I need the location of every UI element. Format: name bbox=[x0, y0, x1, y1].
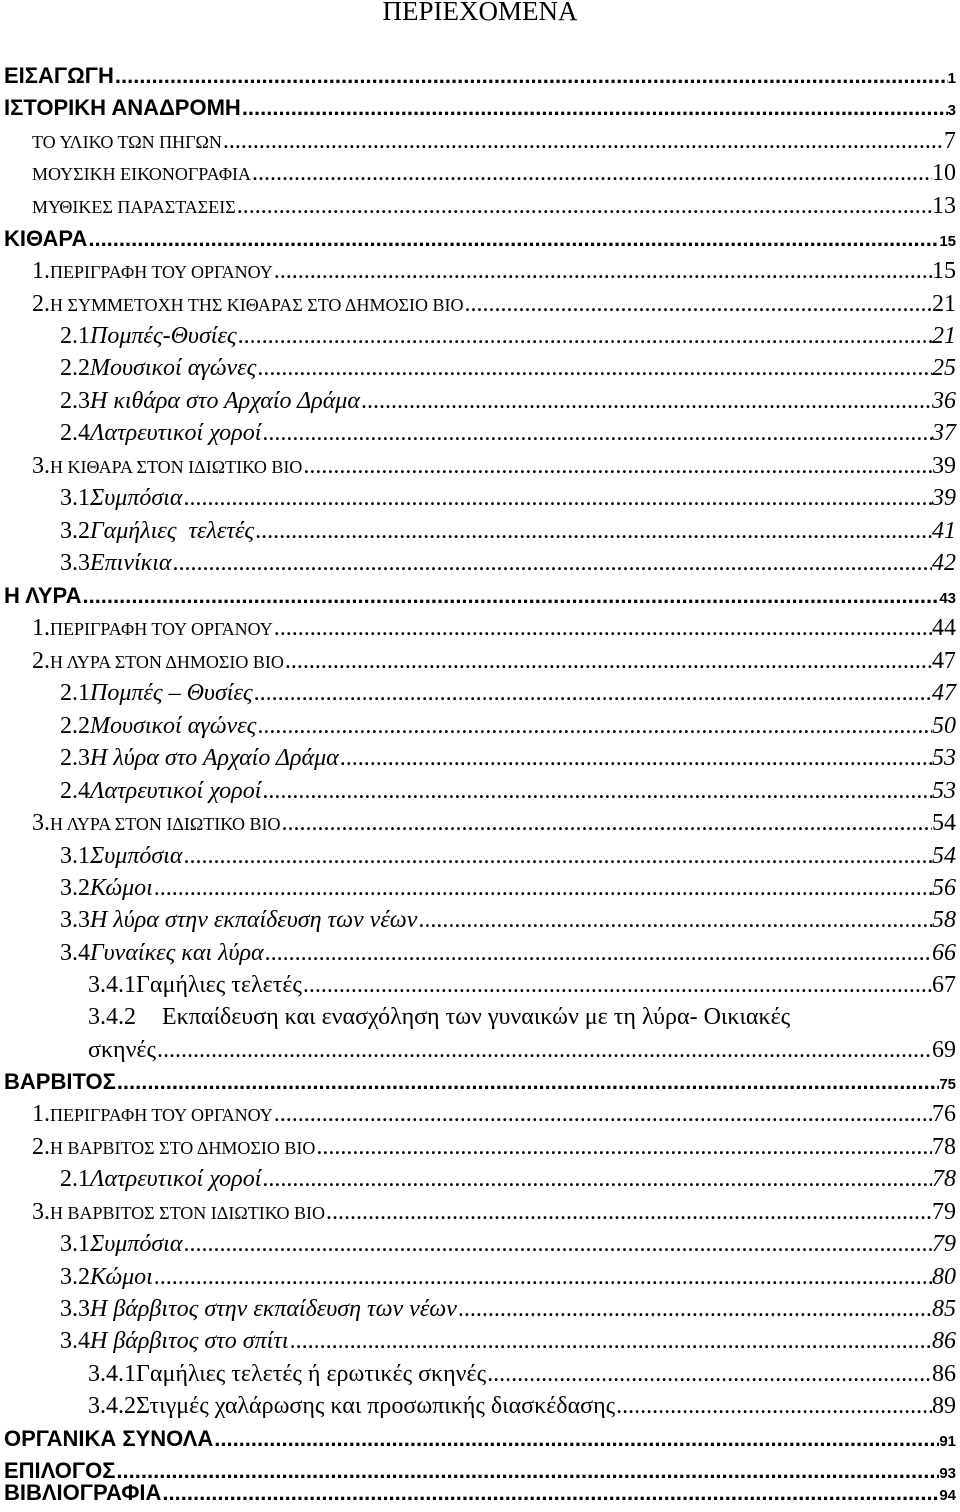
toc-entry-page: 56 bbox=[932, 875, 956, 901]
toc-entry-title: Μουσικοί αγώνες bbox=[90, 355, 257, 381]
toc-entry-title: ΕΙΣΑΓΩΓΗ bbox=[4, 63, 114, 88]
toc-leader-dots bbox=[257, 710, 932, 742]
toc-entry-title: Η κιθάρα στο Αρχαίο Δράμα bbox=[90, 388, 360, 414]
toc-entry[interactable] bbox=[60, 775, 956, 807]
toc-entry-page: 76 bbox=[932, 1101, 956, 1127]
toc-entry-page: 93 bbox=[939, 1465, 956, 1482]
toc-entry-title: Πομπές-Θυσίες bbox=[90, 323, 237, 349]
toc-entry-page: 3 bbox=[947, 102, 956, 119]
toc-entry-page: 66 bbox=[932, 940, 956, 966]
toc-entry[interactable] bbox=[60, 320, 956, 352]
toc-entry[interactable] bbox=[60, 515, 956, 547]
toc-entry[interactable] bbox=[60, 547, 956, 579]
toc-entry-number: 2. bbox=[32, 291, 50, 317]
toc-entry-number: 3.2 bbox=[60, 875, 90, 901]
toc-entry-title: ΤΟ ΥΛΙΚΟ ΤΩΝ ΠΗΓΩΝ bbox=[32, 132, 222, 152]
toc-entry[interactable] bbox=[4, 1423, 956, 1455]
toc-entry[interactable] bbox=[32, 157, 956, 189]
toc-entry[interactable] bbox=[60, 872, 956, 904]
toc-entry-page: 37 bbox=[932, 420, 956, 446]
toc-entry-title: Πομπές – Θυσίες bbox=[90, 680, 253, 706]
toc-entry[interactable] bbox=[32, 1196, 956, 1228]
toc-entry-title: Η ΛΥΡΑ bbox=[4, 583, 82, 608]
toc-entry-page: 94 bbox=[939, 1487, 956, 1504]
toc-entry[interactable] bbox=[60, 482, 956, 514]
toc-entry-number: 1. bbox=[32, 1101, 50, 1127]
toc-entry[interactable] bbox=[32, 288, 956, 320]
toc-entry-page: 54 bbox=[932, 843, 956, 869]
toc-entry-page: 89 bbox=[932, 1393, 956, 1419]
toc-entry-title: Συμπόσια bbox=[90, 1231, 183, 1257]
toc-leader-dots bbox=[172, 547, 932, 579]
toc-entry-title-continuation: σκηνές bbox=[88, 1037, 157, 1063]
toc-leader-dots bbox=[115, 60, 948, 92]
toc-leader-dots bbox=[183, 840, 932, 872]
toc-entry-title: Γαμήλιες τελετές bbox=[136, 972, 302, 998]
toc-entry-number: 3.1 bbox=[60, 1231, 90, 1257]
toc-entry-number: 1. bbox=[32, 258, 50, 284]
toc-entry[interactable] bbox=[32, 1098, 956, 1130]
toc-entry-page: 67 bbox=[932, 972, 956, 998]
toc-entry[interactable] bbox=[32, 645, 956, 677]
toc-leader-dots bbox=[238, 320, 932, 352]
toc-entry-number: 3.1 bbox=[60, 485, 90, 511]
toc-entry-title: Η λύρα στο Αρχαίο Δράμα bbox=[90, 745, 339, 771]
toc-entry-number: 2. bbox=[32, 1134, 50, 1160]
toc-entry[interactable] bbox=[60, 742, 956, 774]
toc-leader-dots bbox=[157, 1034, 932, 1066]
toc-leader-dots bbox=[340, 742, 932, 774]
toc-entry-page: 39 bbox=[932, 453, 956, 479]
toc-entry-page: 41 bbox=[932, 518, 956, 544]
toc-entry-page: 85 bbox=[932, 1296, 956, 1322]
toc-entry[interactable] bbox=[4, 92, 956, 124]
toc-leader-dots bbox=[285, 645, 932, 677]
toc-entry-title: Επινίκια bbox=[90, 550, 172, 576]
toc-entry-title: Η ΛΥΡΑ ΣΤΟΝ ΔΗΜΟΣΙΟ ΒΙΟ bbox=[50, 652, 284, 672]
toc-entry[interactable] bbox=[60, 710, 956, 742]
toc-leader-dots bbox=[458, 1293, 932, 1325]
toc-entry-title: Η λύρα στην εκπαίδευση των νέων bbox=[90, 907, 418, 933]
toc-leader-dots bbox=[282, 807, 932, 839]
toc-entry-page: 53 bbox=[932, 745, 956, 771]
toc-entry-number: 2.3 bbox=[60, 388, 90, 414]
toc-entry-page: 91 bbox=[939, 1433, 956, 1450]
toc-entry[interactable] bbox=[32, 255, 956, 287]
toc-entry-title: ΙΣΤΟΡΙΚΗ ΑΝΑΔΡΟΜΗ bbox=[4, 95, 241, 120]
toc-entry-page: 1 bbox=[947, 70, 956, 87]
toc-entry[interactable] bbox=[32, 1131, 956, 1163]
toc-entry[interactable] bbox=[88, 969, 956, 1001]
toc-entry-page: 13 bbox=[932, 193, 956, 219]
toc-entry-title: ΕΠΙΛΟΓΟΣ bbox=[4, 1458, 116, 1483]
toc-leader-dots bbox=[214, 1423, 939, 1455]
toc-entry-title: ΚΙΘΑΡΑ bbox=[4, 226, 88, 251]
toc-leader-dots bbox=[326, 1196, 932, 1228]
toc-entry-number: 2.2 bbox=[60, 713, 90, 739]
toc-leader-dots bbox=[361, 385, 932, 417]
toc-entry-title: ΠΕΡΙΓΡΑΦΗ ΤΟΥ ΟΡΓΑΝΟΥ bbox=[50, 1105, 273, 1125]
toc-entry[interactable] bbox=[4, 60, 956, 92]
toc-entry-number: 3.3 bbox=[60, 550, 90, 576]
toc-leader-dots bbox=[183, 1228, 932, 1260]
toc-leader-dots bbox=[255, 515, 932, 547]
toc-entry-title: ΜΥΘΙΚΕΣ ΠΑΡΑΣΤΑΣΕΙΣ bbox=[32, 197, 236, 217]
toc-entry-number: 3.4.2 bbox=[88, 1004, 136, 1030]
toc-entry[interactable] bbox=[32, 807, 956, 839]
toc-entry-title: Γυναίκες και λύρα bbox=[90, 940, 264, 966]
toc-entry-title: Λατρευτικοί χοροί bbox=[90, 420, 262, 446]
toc-entry-number: 2. bbox=[32, 648, 50, 674]
toc-entry[interactable] bbox=[32, 612, 956, 644]
toc-entry-title: Συμπόσια bbox=[90, 485, 183, 511]
toc-entry[interactable] bbox=[60, 677, 956, 709]
toc-entry-title: ΜΟΥΣΙΚΗ ΕΙΚΟΝΟΓΡΑΦΙΑ bbox=[32, 164, 252, 184]
toc-entry-number: 3.4.1 bbox=[88, 972, 136, 998]
toc-entry-title: Γαμήλιες τελετές bbox=[90, 518, 255, 544]
toc-entry-page: 50 bbox=[932, 713, 956, 739]
toc-entry[interactable] bbox=[60, 840, 956, 872]
toc-entry[interactable] bbox=[4, 223, 956, 255]
toc-entry-title: Η ΛΥΡΑ ΣΤΟΝ ΙΔΙΩΤΙΚΟ ΒΙΟ bbox=[50, 814, 281, 834]
toc-entry-title: Εκπαίδευση και ενασχόληση των γυναικών με τη λύρα- Οικιακές bbox=[162, 1004, 791, 1030]
toc-entry[interactable] bbox=[60, 1163, 956, 1195]
toc-entry[interactable] bbox=[60, 352, 956, 384]
toc-leader-dots bbox=[316, 1131, 932, 1163]
toc-entry-number: 3.4.2 bbox=[88, 1393, 136, 1419]
toc-entry-page: 36 bbox=[932, 388, 956, 414]
toc-entry[interactable] bbox=[60, 1228, 956, 1260]
toc-entry-title: Κώμοι bbox=[90, 1264, 153, 1290]
toc-entry-title: ΒΑΡΒΙΤΟΣ bbox=[4, 1069, 116, 1094]
toc-entry-page: 15 bbox=[939, 233, 956, 250]
toc-entry-page: 10 bbox=[932, 160, 956, 186]
toc-leader-dots bbox=[237, 190, 932, 222]
toc-entry-page: 75 bbox=[939, 1076, 956, 1093]
toc-entry-page: 69 bbox=[932, 1037, 956, 1063]
toc-entry-title: Η βάρβιτος στο σπίτι bbox=[90, 1328, 289, 1354]
toc-entry-number: 3.4.1 bbox=[88, 1361, 136, 1387]
toc-leader-dots bbox=[154, 1261, 932, 1293]
toc-entry-page: 86 bbox=[932, 1328, 956, 1354]
toc-entry-page: 79 bbox=[932, 1231, 956, 1257]
toc-entry-title: Η βάρβιτος στην εκπαίδευση των νέων bbox=[90, 1296, 457, 1322]
toc-entry[interactable] bbox=[60, 385, 956, 417]
toc-entry-page: 42 bbox=[932, 550, 956, 576]
toc-entry-page: 21 bbox=[932, 323, 956, 349]
toc-leader-dots bbox=[274, 612, 932, 644]
toc-entry-number: 2.1 bbox=[60, 1166, 90, 1192]
toc-leader-dots bbox=[262, 775, 932, 807]
toc-entry-number: 1. bbox=[32, 615, 50, 641]
toc-leader-dots bbox=[252, 157, 932, 189]
toc-entry-page: 21 bbox=[932, 291, 956, 317]
toc-entry[interactable] bbox=[32, 125, 956, 157]
toc-entry[interactable] bbox=[60, 904, 956, 936]
toc-entry-title: ΠΕΡΙΓΡΑΦΗ ΤΟΥ ΟΡΓΑΝΟΥ bbox=[50, 619, 273, 639]
toc-entry[interactable] bbox=[88, 1390, 956, 1422]
toc-entry[interactable] bbox=[4, 580, 956, 612]
toc-entry-title: Η ΒΑΡΒΙΤΟΣ ΣΤΟ ΔΗΜΟΣΙΟ ΒΙΟ bbox=[50, 1138, 316, 1158]
toc-entry-page: 39 bbox=[932, 485, 956, 511]
toc-entry[interactable] bbox=[88, 1034, 956, 1066]
toc-entry-number: 3.3 bbox=[60, 907, 90, 933]
toc-leader-dots bbox=[464, 288, 932, 320]
toc-leader-dots bbox=[487, 1358, 932, 1390]
toc-entry-page: 58 bbox=[932, 907, 956, 933]
toc-entry-number: 3.2 bbox=[60, 1264, 90, 1290]
toc-entry-page: 78 bbox=[932, 1166, 956, 1192]
toc-entry-wrapped-line[interactable] bbox=[88, 1001, 956, 1033]
toc-entry[interactable] bbox=[60, 937, 956, 969]
toc-leader-dots bbox=[418, 904, 932, 936]
toc-entry-title: Μουσικοί αγώνες bbox=[90, 713, 257, 739]
toc-entry-number: 2.1 bbox=[60, 680, 90, 706]
toc-entry[interactable] bbox=[60, 1261, 956, 1293]
toc-entry-page: 7 bbox=[944, 128, 956, 154]
toc-entry-title: Γαμήλιες τελετές ή ερωτικές σκηνές bbox=[136, 1361, 487, 1387]
toc-leader-dots bbox=[274, 1098, 932, 1130]
toc-entry-number: 2.3 bbox=[60, 745, 90, 771]
toc-leader-dots bbox=[154, 872, 932, 904]
toc-entry[interactable] bbox=[60, 1293, 956, 1325]
toc-entry-number: 2.4 bbox=[60, 778, 90, 804]
toc-leader-dots bbox=[88, 223, 939, 255]
toc-entry-page: 25 bbox=[932, 355, 956, 381]
toc-entry-page: 47 bbox=[932, 680, 956, 706]
toc-entry-number: 3. bbox=[32, 453, 50, 479]
toc-entry-number: 3. bbox=[32, 810, 50, 836]
toc-leader-dots bbox=[242, 92, 948, 124]
toc-entry-title: Κώμοι bbox=[90, 875, 153, 901]
page-title: ΠΕΡΙΕΧΟΜΕΝΑ bbox=[382, 0, 578, 26]
toc-entry-number: 3.1 bbox=[60, 843, 90, 869]
toc-entry-title: Συμπόσια bbox=[90, 843, 183, 869]
toc-entry-title: Η ΒΑΡΒΙΤΟΣ ΣΤΟΝ ΙΔΙΩΤΙΚΟ ΒΙΟ bbox=[50, 1203, 325, 1223]
toc-entry-number: 3.4 bbox=[60, 940, 90, 966]
toc-leader-dots bbox=[265, 937, 932, 969]
toc-entry-number: 2.1 bbox=[60, 323, 90, 349]
toc-entry[interactable] bbox=[4, 1066, 956, 1098]
toc-entry-number: 3.3 bbox=[60, 1296, 90, 1322]
toc-entry-page: 78 bbox=[932, 1134, 956, 1160]
toc-entry-page: 47 bbox=[932, 648, 956, 674]
toc-entry-number: 3.4 bbox=[60, 1328, 90, 1354]
toc-leader-dots bbox=[183, 482, 932, 514]
toc-leader-dots bbox=[162, 1477, 939, 1509]
toc-entry-title: Λατρευτικοί χοροί bbox=[90, 778, 262, 804]
toc-entry-page: 43 bbox=[939, 590, 956, 607]
toc-leader-dots bbox=[303, 450, 932, 482]
toc-entry-page: 80 bbox=[932, 1264, 956, 1290]
toc-entry-page: 54 bbox=[932, 810, 956, 836]
toc-entry[interactable] bbox=[60, 1325, 956, 1357]
toc-entry-title: ΠΕΡΙΓΡΑΦΗ ΤΟΥ ΟΡΓΑΝΟΥ bbox=[50, 262, 273, 282]
toc-entry-page: 15 bbox=[932, 258, 956, 284]
toc-entry-page: 53 bbox=[932, 778, 956, 804]
toc-entry[interactable] bbox=[88, 1358, 956, 1390]
toc-leader-dots bbox=[262, 1163, 932, 1195]
toc-entry-title: Η ΣΥΜΜΕΤΟΧΗ ΤΗΣ ΚΙΘΑΡΑΣ ΣΤΟ ΔΗΜΟΣΙΟ ΒΙΟ bbox=[50, 295, 464, 315]
toc-leader-dots bbox=[303, 969, 932, 1001]
toc-entry-number: 2.4 bbox=[60, 420, 90, 446]
toc-entry-page: 86 bbox=[932, 1361, 956, 1387]
toc-entry-number: 2.2 bbox=[60, 355, 90, 381]
toc-leader-dots bbox=[274, 255, 932, 287]
toc-entry-number: 3. bbox=[32, 1199, 50, 1225]
toc-leader-dots bbox=[254, 677, 932, 709]
toc-leader-dots bbox=[616, 1390, 932, 1422]
toc-entry[interactable] bbox=[32, 450, 956, 482]
toc-leader-dots bbox=[290, 1325, 932, 1357]
toc-entry-title: Στιγμές χαλάρωσης και προσωπικής διασκέδασης bbox=[136, 1393, 616, 1419]
toc-leader-dots bbox=[262, 417, 932, 449]
toc-entry-title: ΟΡΓΑΝΙΚΑ ΣΥΝΟΛΑ bbox=[4, 1426, 214, 1451]
toc-leader-dots bbox=[82, 580, 939, 612]
toc-entry[interactable] bbox=[4, 1477, 956, 1509]
toc-entry[interactable] bbox=[60, 417, 956, 449]
toc-entry[interactable] bbox=[32, 190, 956, 222]
toc-leader-dots bbox=[223, 125, 944, 157]
toc-entry-page: 79 bbox=[932, 1199, 956, 1225]
toc-leader-dots bbox=[257, 352, 932, 384]
toc-leader-dots bbox=[117, 1066, 940, 1098]
toc-entry-title: Λατρευτικοί χοροί bbox=[90, 1166, 262, 1192]
toc-entry-title: ΒΙΒΛΙΟΓΡΑΦΙΑ bbox=[4, 1480, 162, 1505]
toc-entry-number: 3.2 bbox=[60, 518, 90, 544]
toc-entry-title: Η ΚΙΘΑΡΑ ΣΤΟΝ ΙΔΙΩΤΙΚΟ ΒΙΟ bbox=[50, 457, 303, 477]
toc-entry-page: 44 bbox=[932, 615, 956, 641]
